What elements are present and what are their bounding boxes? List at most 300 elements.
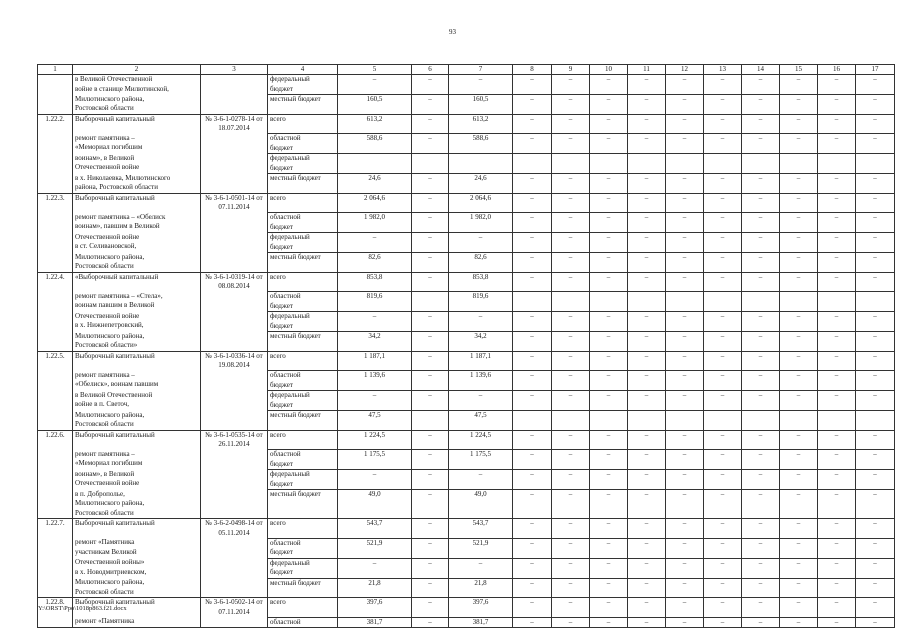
value-col-9: – xyxy=(552,272,590,292)
item-code: 1.22.7. xyxy=(38,519,73,539)
value-col-14: – xyxy=(742,558,780,578)
document-ref-line: № 3-6-1-0319-14 от xyxy=(205,272,263,281)
item-code: 1.22.2. xyxy=(38,114,73,134)
item-code xyxy=(38,75,73,95)
value-col-11: – xyxy=(628,351,666,371)
value-col-16: – xyxy=(818,193,856,213)
column-header: 7 xyxy=(449,65,513,75)
object-name-line: Милютинского района, xyxy=(75,499,145,507)
document-ref xyxy=(201,538,268,558)
page-number: 93 xyxy=(449,28,456,36)
object-name xyxy=(73,292,201,312)
object-name-line: в Великой Отечественной xyxy=(75,75,153,83)
item-code: 1.22.5. xyxy=(38,351,73,371)
value-col-11 xyxy=(628,292,666,312)
document-ref-line: № 3-6-1-0278-14 от xyxy=(205,114,263,123)
object-name-line: в Великой Отечественной xyxy=(75,390,153,399)
table-row xyxy=(38,578,895,598)
value-col-10 xyxy=(590,292,628,312)
funding-type-line: бюджет xyxy=(270,400,293,409)
item-code xyxy=(38,411,73,431)
column-header: 13 xyxy=(704,65,742,75)
value-col-12: – xyxy=(666,519,704,539)
value-col-12: – xyxy=(666,312,704,332)
value-col-10: – xyxy=(590,450,628,470)
object-name-line: Ростовской области xyxy=(75,587,134,596)
item-code xyxy=(38,233,73,253)
value-col-8: – xyxy=(513,598,552,618)
value-col-6: – xyxy=(412,114,449,134)
value-col-8: – xyxy=(513,95,552,115)
document-ref-line: 07.11.2014 xyxy=(218,607,250,616)
value-col-10: – xyxy=(590,538,628,558)
value-col-6: – xyxy=(412,193,449,213)
value-col-5: – xyxy=(338,470,412,490)
footer-path: Y:\ORST\Ppo\1018p863.f21.docx xyxy=(38,605,127,612)
value-col-6: – xyxy=(412,598,449,618)
value-col-14: – xyxy=(742,75,780,95)
object-name-line: «Выборочный капитальный xyxy=(75,272,159,281)
item-code: 1.22.6. xyxy=(38,430,73,450)
document-ref-line: № 3-6-1-0502-14 от xyxy=(205,598,263,606)
value-col-17: – xyxy=(856,174,895,194)
object-name xyxy=(73,193,201,213)
value-col-10: – xyxy=(590,430,628,450)
object-name-line: Ростовской области xyxy=(75,508,134,517)
funding-type-line: всего xyxy=(270,351,286,360)
value-col-5: 160,5 xyxy=(338,95,412,115)
value-col-15: – xyxy=(780,351,818,371)
value-col-7: – xyxy=(449,233,513,253)
object-name-line: Ростовской области xyxy=(75,262,134,270)
value-col-12: – xyxy=(666,332,704,352)
funding-type xyxy=(268,538,338,558)
value-col-12: – xyxy=(666,193,704,213)
funding-type-line: местный бюджет xyxy=(270,174,321,182)
value-col-8: – xyxy=(513,450,552,470)
value-col-13: – xyxy=(704,174,742,194)
value-col-15: – xyxy=(780,134,818,154)
value-col-8: – xyxy=(513,75,552,95)
value-col-7: 1 224,5 xyxy=(449,430,513,450)
funding-type xyxy=(268,114,338,134)
value-col-15 xyxy=(780,411,818,431)
table-row xyxy=(38,490,895,519)
object-name-line: в ст. Селивановской, xyxy=(75,242,137,250)
object-name-line: «Мемориал погибшим xyxy=(75,459,143,467)
value-col-10: – xyxy=(590,174,628,194)
value-col-15: – xyxy=(780,430,818,450)
document-ref-line: № 3-6-2-0498-14 от xyxy=(205,519,263,527)
value-col-15: – xyxy=(780,114,818,134)
table-row xyxy=(38,292,895,312)
table-row xyxy=(38,95,895,115)
object-name-line: Милютинского района, xyxy=(75,410,145,419)
object-name xyxy=(73,174,201,194)
value-col-5: 24,6 xyxy=(338,174,412,194)
value-col-16 xyxy=(818,292,856,312)
value-col-13: – xyxy=(704,332,742,352)
value-col-6: – xyxy=(412,617,449,628)
value-col-7: 24,6 xyxy=(449,174,513,194)
funding-type xyxy=(268,253,338,273)
document-ref xyxy=(201,114,268,134)
value-col-16: – xyxy=(818,558,856,578)
value-col-17: – xyxy=(856,272,895,292)
document-ref xyxy=(201,134,268,154)
table-row xyxy=(38,470,895,490)
document-ref xyxy=(201,174,268,194)
header-row xyxy=(38,65,895,75)
value-col-7: – xyxy=(449,558,513,578)
object-name xyxy=(73,578,201,598)
value-col-12: – xyxy=(666,450,704,470)
funding-type-line: бюджет xyxy=(270,84,293,93)
value-col-8: – xyxy=(513,233,552,253)
value-col-11: – xyxy=(628,193,666,213)
object-name-line: Милютинского района, xyxy=(75,252,145,261)
value-col-17: – xyxy=(856,391,895,411)
value-col-14: – xyxy=(742,519,780,539)
item-code: 1.22.4. xyxy=(38,272,73,292)
value-col-15 xyxy=(780,292,818,312)
value-col-5: 381,7 xyxy=(338,617,412,628)
value-col-6: – xyxy=(412,519,449,539)
value-col-12: – xyxy=(666,174,704,194)
value-col-5: 588,6 xyxy=(338,134,412,154)
value-col-15: – xyxy=(780,174,818,194)
value-col-16: – xyxy=(818,114,856,134)
value-col-13: – xyxy=(704,134,742,154)
value-col-12 xyxy=(666,154,704,174)
value-col-16: – xyxy=(818,519,856,539)
table-row xyxy=(38,75,895,95)
value-col-5: – xyxy=(338,312,412,332)
column-header: 17 xyxy=(856,65,895,75)
value-col-14: – xyxy=(742,174,780,194)
document-ref-line: № 3-6-1-0501-14 от xyxy=(205,193,263,202)
item-code: 1.22.3. xyxy=(38,193,73,213)
value-col-16: – xyxy=(818,617,856,628)
value-col-13: – xyxy=(704,75,742,95)
value-col-16: – xyxy=(818,578,856,598)
table-row xyxy=(38,154,895,174)
value-col-5: 34,2 xyxy=(338,332,412,352)
funding-type-line: всего xyxy=(270,193,286,202)
value-col-17: – xyxy=(856,578,895,598)
value-col-11: – xyxy=(628,272,666,292)
document-ref xyxy=(201,371,268,391)
value-col-6: – xyxy=(412,332,449,352)
value-col-8: – xyxy=(513,538,552,558)
column-header: 15 xyxy=(780,65,818,75)
value-col-15: – xyxy=(780,558,818,578)
value-col-16 xyxy=(818,154,856,174)
object-name xyxy=(73,332,201,352)
value-col-7: 381,7 xyxy=(449,617,513,628)
object-name-line: Ростовской области xyxy=(75,420,134,428)
value-col-11: – xyxy=(628,233,666,253)
object-name xyxy=(73,470,201,490)
value-col-17: – xyxy=(856,470,895,490)
funding-type-line: бюджет xyxy=(270,479,293,488)
value-col-9: – xyxy=(552,558,590,578)
value-col-17: – xyxy=(856,253,895,273)
value-col-16: – xyxy=(818,312,856,332)
table-row xyxy=(38,391,895,411)
value-col-9 xyxy=(552,292,590,312)
document-ref xyxy=(201,154,268,174)
object-name-line: воинам», павшим в Великой xyxy=(75,222,160,230)
value-col-11: – xyxy=(628,598,666,618)
value-col-14: – xyxy=(742,114,780,134)
value-col-7: 2 064,6 xyxy=(449,193,513,213)
value-col-11: – xyxy=(628,519,666,539)
funding-type-line: бюджет xyxy=(270,380,293,389)
value-col-15: – xyxy=(780,371,818,391)
value-col-10: – xyxy=(590,617,628,628)
funding-type-line: областной xyxy=(270,450,301,458)
value-col-11: – xyxy=(628,332,666,352)
document-ref xyxy=(201,617,268,628)
value-col-5: 819,6 xyxy=(338,292,412,312)
column-header: 5 xyxy=(338,65,412,75)
value-col-6: – xyxy=(412,578,449,598)
document-ref xyxy=(201,332,268,352)
document-ref xyxy=(201,490,268,519)
item-code xyxy=(38,174,73,194)
object-name-line: Милютинского района, xyxy=(75,331,145,340)
funding-type xyxy=(268,490,338,519)
item-code xyxy=(38,391,73,411)
funding-type xyxy=(268,450,338,470)
object-name xyxy=(73,134,201,154)
value-col-17: – xyxy=(856,75,895,95)
document-ref xyxy=(201,75,268,95)
column-header: 16 xyxy=(818,65,856,75)
value-col-9: – xyxy=(552,351,590,371)
value-col-10: – xyxy=(590,134,628,154)
value-col-7 xyxy=(449,154,513,174)
value-col-13: – xyxy=(704,490,742,519)
value-col-11: – xyxy=(628,538,666,558)
budget-table xyxy=(37,64,895,628)
object-name-line: ремонт памятника – xyxy=(75,449,135,458)
funding-type xyxy=(268,332,338,352)
value-col-14: – xyxy=(742,450,780,470)
value-col-14 xyxy=(742,411,780,431)
funding-type-line: бюджет xyxy=(270,548,293,556)
document-ref-line: 08.08.2014 xyxy=(218,282,250,290)
funding-type-line: всего xyxy=(270,519,286,527)
table-body xyxy=(38,65,895,628)
object-name-line: в х. Нижнепетровский, xyxy=(75,321,144,329)
funding-type xyxy=(268,193,338,213)
object-name-line: участникам Великой xyxy=(75,547,137,556)
value-col-6: – xyxy=(412,253,449,273)
value-col-15: – xyxy=(780,233,818,253)
value-col-8: – xyxy=(513,213,552,233)
funding-type-line: бюджет xyxy=(270,301,293,310)
value-col-7: 1 139,6 xyxy=(449,371,513,391)
value-col-9: – xyxy=(552,95,590,115)
document-ref xyxy=(201,519,268,539)
item-code xyxy=(38,95,73,115)
object-name-line: ремонт памятника – «Обелиск xyxy=(75,212,166,221)
value-col-12 xyxy=(666,292,704,312)
value-col-12: – xyxy=(666,470,704,490)
value-col-17: – xyxy=(856,450,895,470)
object-name xyxy=(73,391,201,411)
funding-type xyxy=(268,213,338,233)
value-col-10: – xyxy=(590,371,628,391)
value-col-12: – xyxy=(666,578,704,598)
value-col-11: – xyxy=(628,174,666,194)
table-row xyxy=(38,312,895,332)
funding-type-line: бюджет xyxy=(270,242,293,251)
value-col-5: 1 187,1 xyxy=(338,351,412,371)
item-code xyxy=(38,371,73,391)
value-col-17: – xyxy=(856,351,895,371)
value-col-6: – xyxy=(412,95,449,115)
value-col-7: 397,6 xyxy=(449,598,513,618)
value-col-12: – xyxy=(666,75,704,95)
value-col-16: – xyxy=(818,598,856,618)
value-col-14: – xyxy=(742,272,780,292)
funding-type xyxy=(268,411,338,431)
funding-type xyxy=(268,371,338,391)
value-col-5: 853,8 xyxy=(338,272,412,292)
value-col-17 xyxy=(856,292,895,312)
object-name-line: войне в станице Милютинской, xyxy=(75,84,169,93)
value-col-9: – xyxy=(552,332,590,352)
value-col-6: – xyxy=(412,233,449,253)
column-header: 12 xyxy=(666,65,704,75)
value-col-14 xyxy=(742,292,780,312)
funding-type-line: областной xyxy=(270,134,301,142)
object-name xyxy=(73,490,201,519)
table-row xyxy=(38,538,895,558)
value-col-16: – xyxy=(818,470,856,490)
value-col-12: – xyxy=(666,253,704,273)
value-col-8: – xyxy=(513,193,552,213)
value-col-6: – xyxy=(412,490,449,519)
value-col-11: – xyxy=(628,578,666,598)
item-code xyxy=(38,154,73,174)
table-row xyxy=(38,253,895,273)
value-col-5: – xyxy=(338,233,412,253)
value-col-11: – xyxy=(628,450,666,470)
value-col-17: – xyxy=(856,617,895,628)
value-col-17: – xyxy=(856,598,895,618)
value-col-5: 47,5 xyxy=(338,411,412,431)
funding-type-line: бюджет xyxy=(270,143,293,152)
value-col-16 xyxy=(818,411,856,431)
value-col-7: 34,2 xyxy=(449,332,513,352)
value-col-13: – xyxy=(704,253,742,273)
funding-type-line: областной xyxy=(270,617,301,626)
value-col-15: – xyxy=(780,95,818,115)
item-code xyxy=(38,617,73,628)
value-col-10: – xyxy=(590,351,628,371)
value-col-7: 82,6 xyxy=(449,253,513,273)
value-col-6: – xyxy=(412,174,449,194)
value-col-5 xyxy=(338,154,412,174)
value-col-9: – xyxy=(552,598,590,618)
value-col-15: – xyxy=(780,75,818,95)
value-col-12: – xyxy=(666,272,704,292)
value-col-12: – xyxy=(666,598,704,618)
value-col-14: – xyxy=(742,470,780,490)
value-col-14: – xyxy=(742,538,780,558)
item-code xyxy=(38,312,73,332)
document-ref xyxy=(201,411,268,431)
item-code: 1.22.8. xyxy=(38,598,73,618)
object-name-line: Отечественной войне xyxy=(75,163,140,171)
funding-type xyxy=(268,154,338,174)
value-col-5: 82,6 xyxy=(338,253,412,273)
value-col-9: – xyxy=(552,134,590,154)
funding-type-line: федеральный xyxy=(270,558,310,567)
object-name-line: Выборочный капитальный xyxy=(75,114,155,123)
value-col-13: – xyxy=(704,470,742,490)
funding-type-line: федеральный xyxy=(270,312,310,320)
value-col-13: – xyxy=(704,558,742,578)
column-header: 6 xyxy=(412,65,449,75)
value-col-11: – xyxy=(628,95,666,115)
column-header: 2 xyxy=(73,65,201,75)
value-col-15: – xyxy=(780,598,818,618)
value-col-17: – xyxy=(856,558,895,578)
value-col-17: – xyxy=(856,371,895,391)
value-col-15: – xyxy=(780,272,818,292)
object-name xyxy=(73,312,201,332)
funding-type xyxy=(268,578,338,598)
value-col-12: – xyxy=(666,134,704,154)
column-header: 1 xyxy=(38,65,73,75)
funding-type xyxy=(268,292,338,312)
value-col-10: – xyxy=(590,193,628,213)
funding-type xyxy=(268,470,338,490)
funding-type-line: местный бюджет xyxy=(270,490,321,498)
value-col-5: 1 139,6 xyxy=(338,371,412,391)
value-col-13: – xyxy=(704,114,742,134)
document-ref-line: 05.11.2014 xyxy=(218,528,250,537)
value-col-8: – xyxy=(513,332,552,352)
value-col-15: – xyxy=(780,332,818,352)
value-col-14: – xyxy=(742,351,780,371)
object-name-line: Выборочный капитальный xyxy=(75,519,155,527)
object-name-line: войне в п. Светоч, xyxy=(75,400,130,408)
value-col-8 xyxy=(513,292,552,312)
object-name xyxy=(73,95,201,115)
funding-type-line: федеральный xyxy=(270,391,310,399)
value-col-11: – xyxy=(628,470,666,490)
value-col-5: 521,9 xyxy=(338,538,412,558)
value-col-6 xyxy=(412,292,449,312)
document-ref xyxy=(201,95,268,115)
value-col-6 xyxy=(412,411,449,431)
object-name-line: воинам», в Великой xyxy=(75,153,135,162)
funding-type xyxy=(268,272,338,292)
value-col-10: – xyxy=(590,272,628,292)
value-col-6: – xyxy=(412,134,449,154)
value-col-9 xyxy=(552,411,590,431)
object-name-line: Отечественной войне xyxy=(75,479,140,487)
object-name xyxy=(73,617,201,628)
value-col-14: – xyxy=(742,332,780,352)
value-col-13: – xyxy=(704,351,742,371)
